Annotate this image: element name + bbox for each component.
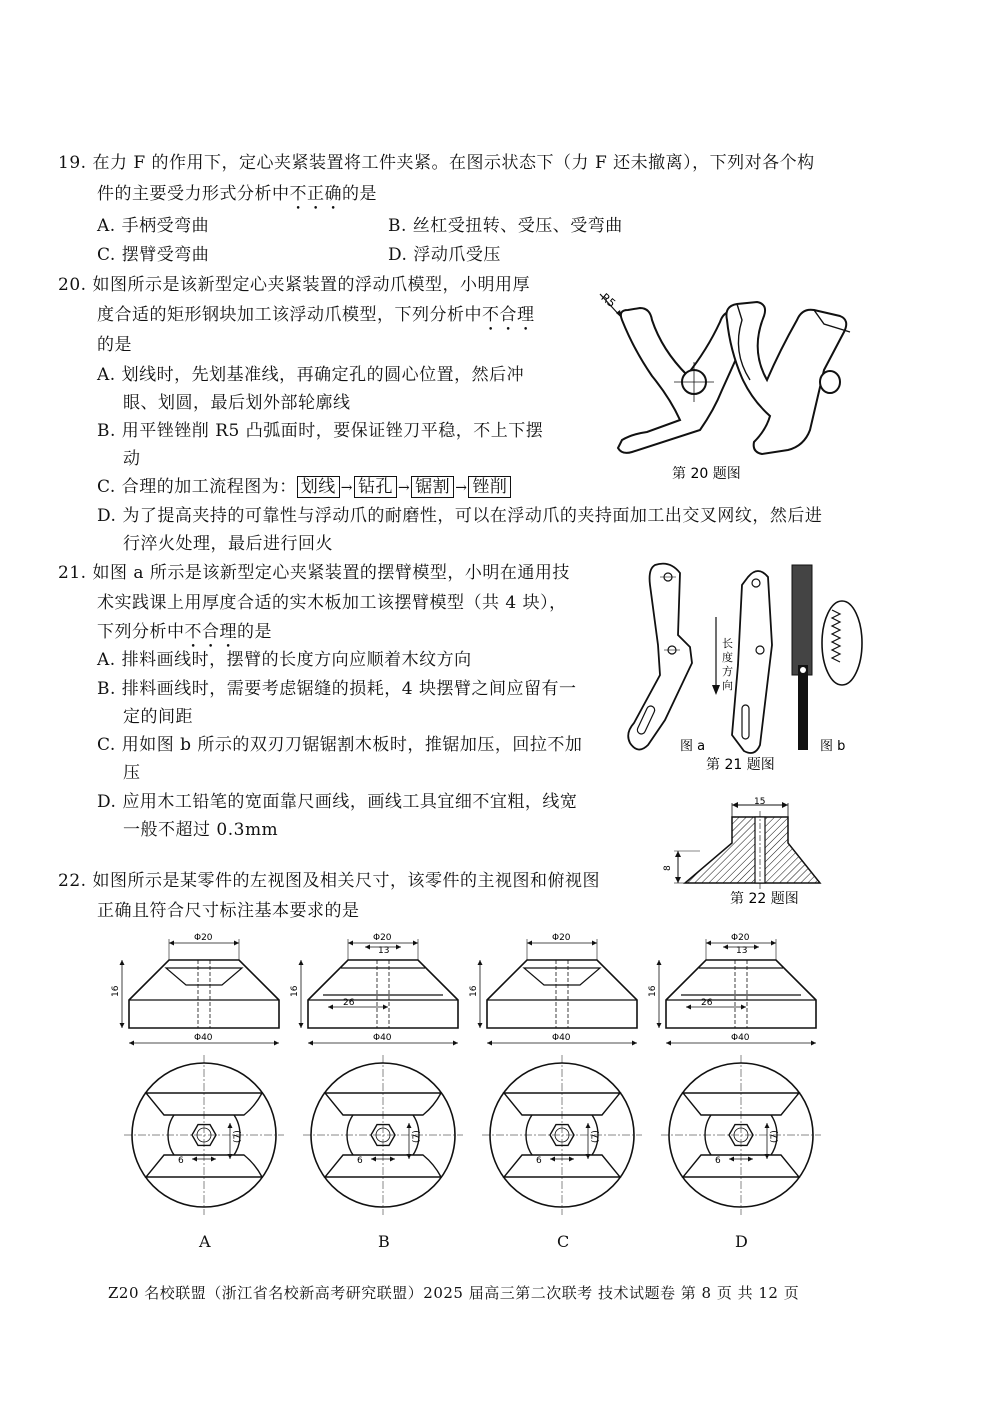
dim-phi20-b-arrow-r <box>413 941 418 946</box>
figure-21-caption: 第 21 题图 <box>706 757 775 773</box>
q20-option-a-line1: A. 划线时，先划基准线，再确定孔的圆心位置，然后冲 <box>97 365 525 385</box>
flow-step-4: 锉削 <box>468 476 511 498</box>
grain-label-2: 度 <box>722 651 733 664</box>
fig-21b-label: 图 b <box>820 739 846 754</box>
r5-label: R5 <box>598 290 619 311</box>
front-view-outline-c <box>487 960 637 1028</box>
dim-phi20-label-c: Φ20 <box>552 933 571 943</box>
q21-stem-line2: 术实践课上用厚度合适的实木板加工该摆臂模型（共 4 块）， <box>97 593 567 613</box>
grain-label-1: 长 <box>722 637 733 650</box>
dim-phi40-d-arrow-l <box>666 1041 671 1046</box>
dim-phi20-label-a: Φ20 <box>194 933 213 943</box>
q22-option-letter-d: D <box>735 1232 748 1251</box>
dim-phi40-label-b: Φ40 <box>373 1033 392 1043</box>
dim-phi20-d-arrow-l <box>706 941 711 946</box>
dim-13-d-arrow-l <box>723 945 728 950</box>
dim-13-label-b: 13 <box>378 946 390 956</box>
grain-label-3: 方 <box>722 665 733 678</box>
q22-option-letter-b: B <box>378 1232 390 1251</box>
dim-26-label-d: 26 <box>701 998 713 1008</box>
dim-phi20-a-arrow-r <box>234 941 239 946</box>
q20-option-d-line1: D. 为了提高夹持的可靠性与浮动爪的耐磨性，可以在浮动爪的夹持面加工出交叉网纹，然后进 <box>97 506 823 526</box>
q20-stem-line2: 度合适的矩形钢块加工该浮动爪模型，下列分析中不合理 <box>97 305 535 325</box>
dim-phi20-a-arrow-l <box>169 941 174 946</box>
dim-6-label-b: 6 <box>357 1156 363 1166</box>
dim-16-d-arrow-t <box>657 960 662 965</box>
dim-16-b-arrow-b <box>299 1023 304 1028</box>
q22-option-letter-c: C <box>557 1232 570 1251</box>
dim-15: 15 <box>754 797 766 807</box>
page-footer: Z20 名校联盟（浙江省名校新高考研究联盟）2025 届高三第二次联考 技术试题卷 第 8 页 共 12 页 <box>108 1284 800 1302</box>
q19-stem-line1: 19. 在力 F 的作用下，定心夹紧装置将工件夹紧。在图示状态下（力 F 还未撤离），下列对各个构 <box>58 153 815 173</box>
dim-phi40-a-arrow-l <box>129 1041 134 1046</box>
q21-option-c-line2: 压 <box>123 763 141 783</box>
dim-13-d-arrow-r <box>754 945 759 950</box>
dim-phi20-b-arrow-l <box>348 941 353 946</box>
grain-label-4: 向 <box>722 679 733 692</box>
dim-16-c-arrow-t <box>478 960 483 965</box>
q20-option-b-line1: B. 用平锉锉削 R5 凸弧面时，要保证锉刀平稳，不上下摆 <box>97 421 544 441</box>
q20-option-c: C. 合理的加工流程图为： 划线 → 钻孔 → 锯割 → 锉削 <box>97 472 511 504</box>
dim-16-label-d: 16 <box>648 985 658 997</box>
front-view-outline-a <box>129 960 279 1028</box>
dim-phi40-b-arrow-l <box>308 1041 313 1046</box>
dim-phi40-label-c: Φ40 <box>552 1033 571 1043</box>
q20-stem-line1: 20. 如图所示是该新型定心夹紧装置的浮动爪模型，小明用厚 <box>58 275 530 295</box>
q20-option-d-line2: 行淬火处理，最后进行回火 <box>123 534 333 554</box>
q21-stem-line1: 21. 如图 a 所示是该新型定心夹紧装置的摆臂模型，小明在通用技 <box>58 563 570 583</box>
dim-phi20-label-d: Φ20 <box>731 933 750 943</box>
figure-20-floating-jaw <box>592 280 872 485</box>
q21-option-a: A. 排料画线时，摆臂的长度方向应顺着木纹方向 <box>97 650 472 670</box>
q20-option-a-line2: 眼、划圆，最后划外部轮廓线 <box>123 393 351 413</box>
q22-stem-line2: 正确且符合尺寸标注基本要求的是 <box>97 901 360 921</box>
dim-phi20-c-arrow-r <box>592 941 597 946</box>
dim-6-label-a: 6 <box>178 1156 184 1166</box>
q19-option-d: D. 浮动爪受压 <box>388 245 501 265</box>
q19-stem-line2: 件的主要受力形式分析中不正确的是 <box>97 184 377 204</box>
dim-16-a-arrow-t <box>120 960 125 965</box>
dim-16-label-c: 16 <box>469 985 479 997</box>
flow-step-1: 划线 <box>297 476 340 498</box>
dim-phi40-b-arrow-r <box>453 1041 458 1046</box>
fig-21a-label: 图 a <box>680 739 706 754</box>
dim-16-label-b: 16 <box>290 985 300 997</box>
dim-26-label-b: 26 <box>343 998 355 1008</box>
dim-13-label-d: 13 <box>736 946 748 956</box>
q22-stem-line1: 22. 如图所示是某零件的左视图及相关尺寸，该零件的主视图和俯视图 <box>58 871 600 891</box>
dim-16-d-arrow-b <box>657 1023 662 1028</box>
dim-16-c-arrow-b <box>478 1023 483 1028</box>
dim-6-label-c: 6 <box>536 1156 542 1166</box>
q20-stem-line3: 的是 <box>97 335 132 355</box>
dim-13-b-arrow-l <box>365 945 370 950</box>
q19-option-b: B. 丝杠受扭转、受压、受弯曲 <box>388 216 623 236</box>
dim-16-label-a: 16 <box>111 985 121 997</box>
q21-option-d-line2: 一般不超过 0.3mm <box>123 820 279 840</box>
q20-option-b-line2: 动 <box>123 449 141 469</box>
dim-16-a-arrow-b <box>120 1023 125 1028</box>
dim-16-b-arrow-t <box>299 960 304 965</box>
dim-8: 8 <box>663 865 673 871</box>
flow-step-3: 锯割 <box>411 476 454 498</box>
q21-option-b-line1: B. 排料画线时，需要考虑锯缝的损耗，4 块摆臂之间应留有一 <box>97 679 577 699</box>
dim-7-label-d: (7) <box>770 1130 780 1143</box>
q21-option-d-line1: D. 应用木工铅笔的宽面靠尺画线，画线工具宜细不宜粗，线宽 <box>97 792 578 812</box>
dim-13-b-arrow-r <box>396 945 401 950</box>
figure-20-caption: 第 20 题图 <box>672 466 741 482</box>
q22-option-letter-a: A <box>199 1232 211 1251</box>
dim-phi40-c-arrow-l <box>487 1041 492 1046</box>
q19-option-c: C. 摆臂受弯曲 <box>97 245 210 265</box>
dim-7-label-c: (7) <box>591 1130 601 1143</box>
dim-phi20-d-arrow-r <box>771 941 776 946</box>
figure-22-left-view <box>660 797 830 907</box>
q19-option-a: A. 手柄受弯曲 <box>97 216 210 236</box>
dim-7-label-b: (7) <box>412 1130 422 1143</box>
q21-option-c-line1: C. 用如图 b 所示的双刃刀锯锯割木板时，推锯加压，回拉不加 <box>97 735 583 755</box>
dim-phi40-a-arrow-r <box>274 1041 279 1046</box>
dim-phi20-c-arrow-l <box>527 941 532 946</box>
dim-phi40-d-arrow-r <box>811 1041 816 1046</box>
q22-options <box>100 925 900 1255</box>
flow-step-2: 钻孔 <box>354 476 397 498</box>
dim-phi40-label-a: Φ40 <box>194 1033 213 1043</box>
dim-7-label-a: (7) <box>233 1130 243 1143</box>
front-view-outline-b <box>308 960 458 1028</box>
dim-phi40-c-arrow-r <box>632 1041 637 1046</box>
figure-22-caption: 第 22 题图 <box>730 891 799 907</box>
dim-phi20-label-b: Φ20 <box>373 933 392 943</box>
front-view-outline-d <box>666 960 816 1028</box>
q21-option-b-line2: 定的间距 <box>123 707 193 727</box>
q21-stem-line3: 下列分析中不合理的是 <box>97 622 272 642</box>
q22-option-drawings <box>100 925 900 1255</box>
dim-phi40-label-d: Φ40 <box>731 1033 750 1043</box>
dim-6-label-d: 6 <box>715 1156 721 1166</box>
figure-21-swing-arm <box>620 555 870 780</box>
